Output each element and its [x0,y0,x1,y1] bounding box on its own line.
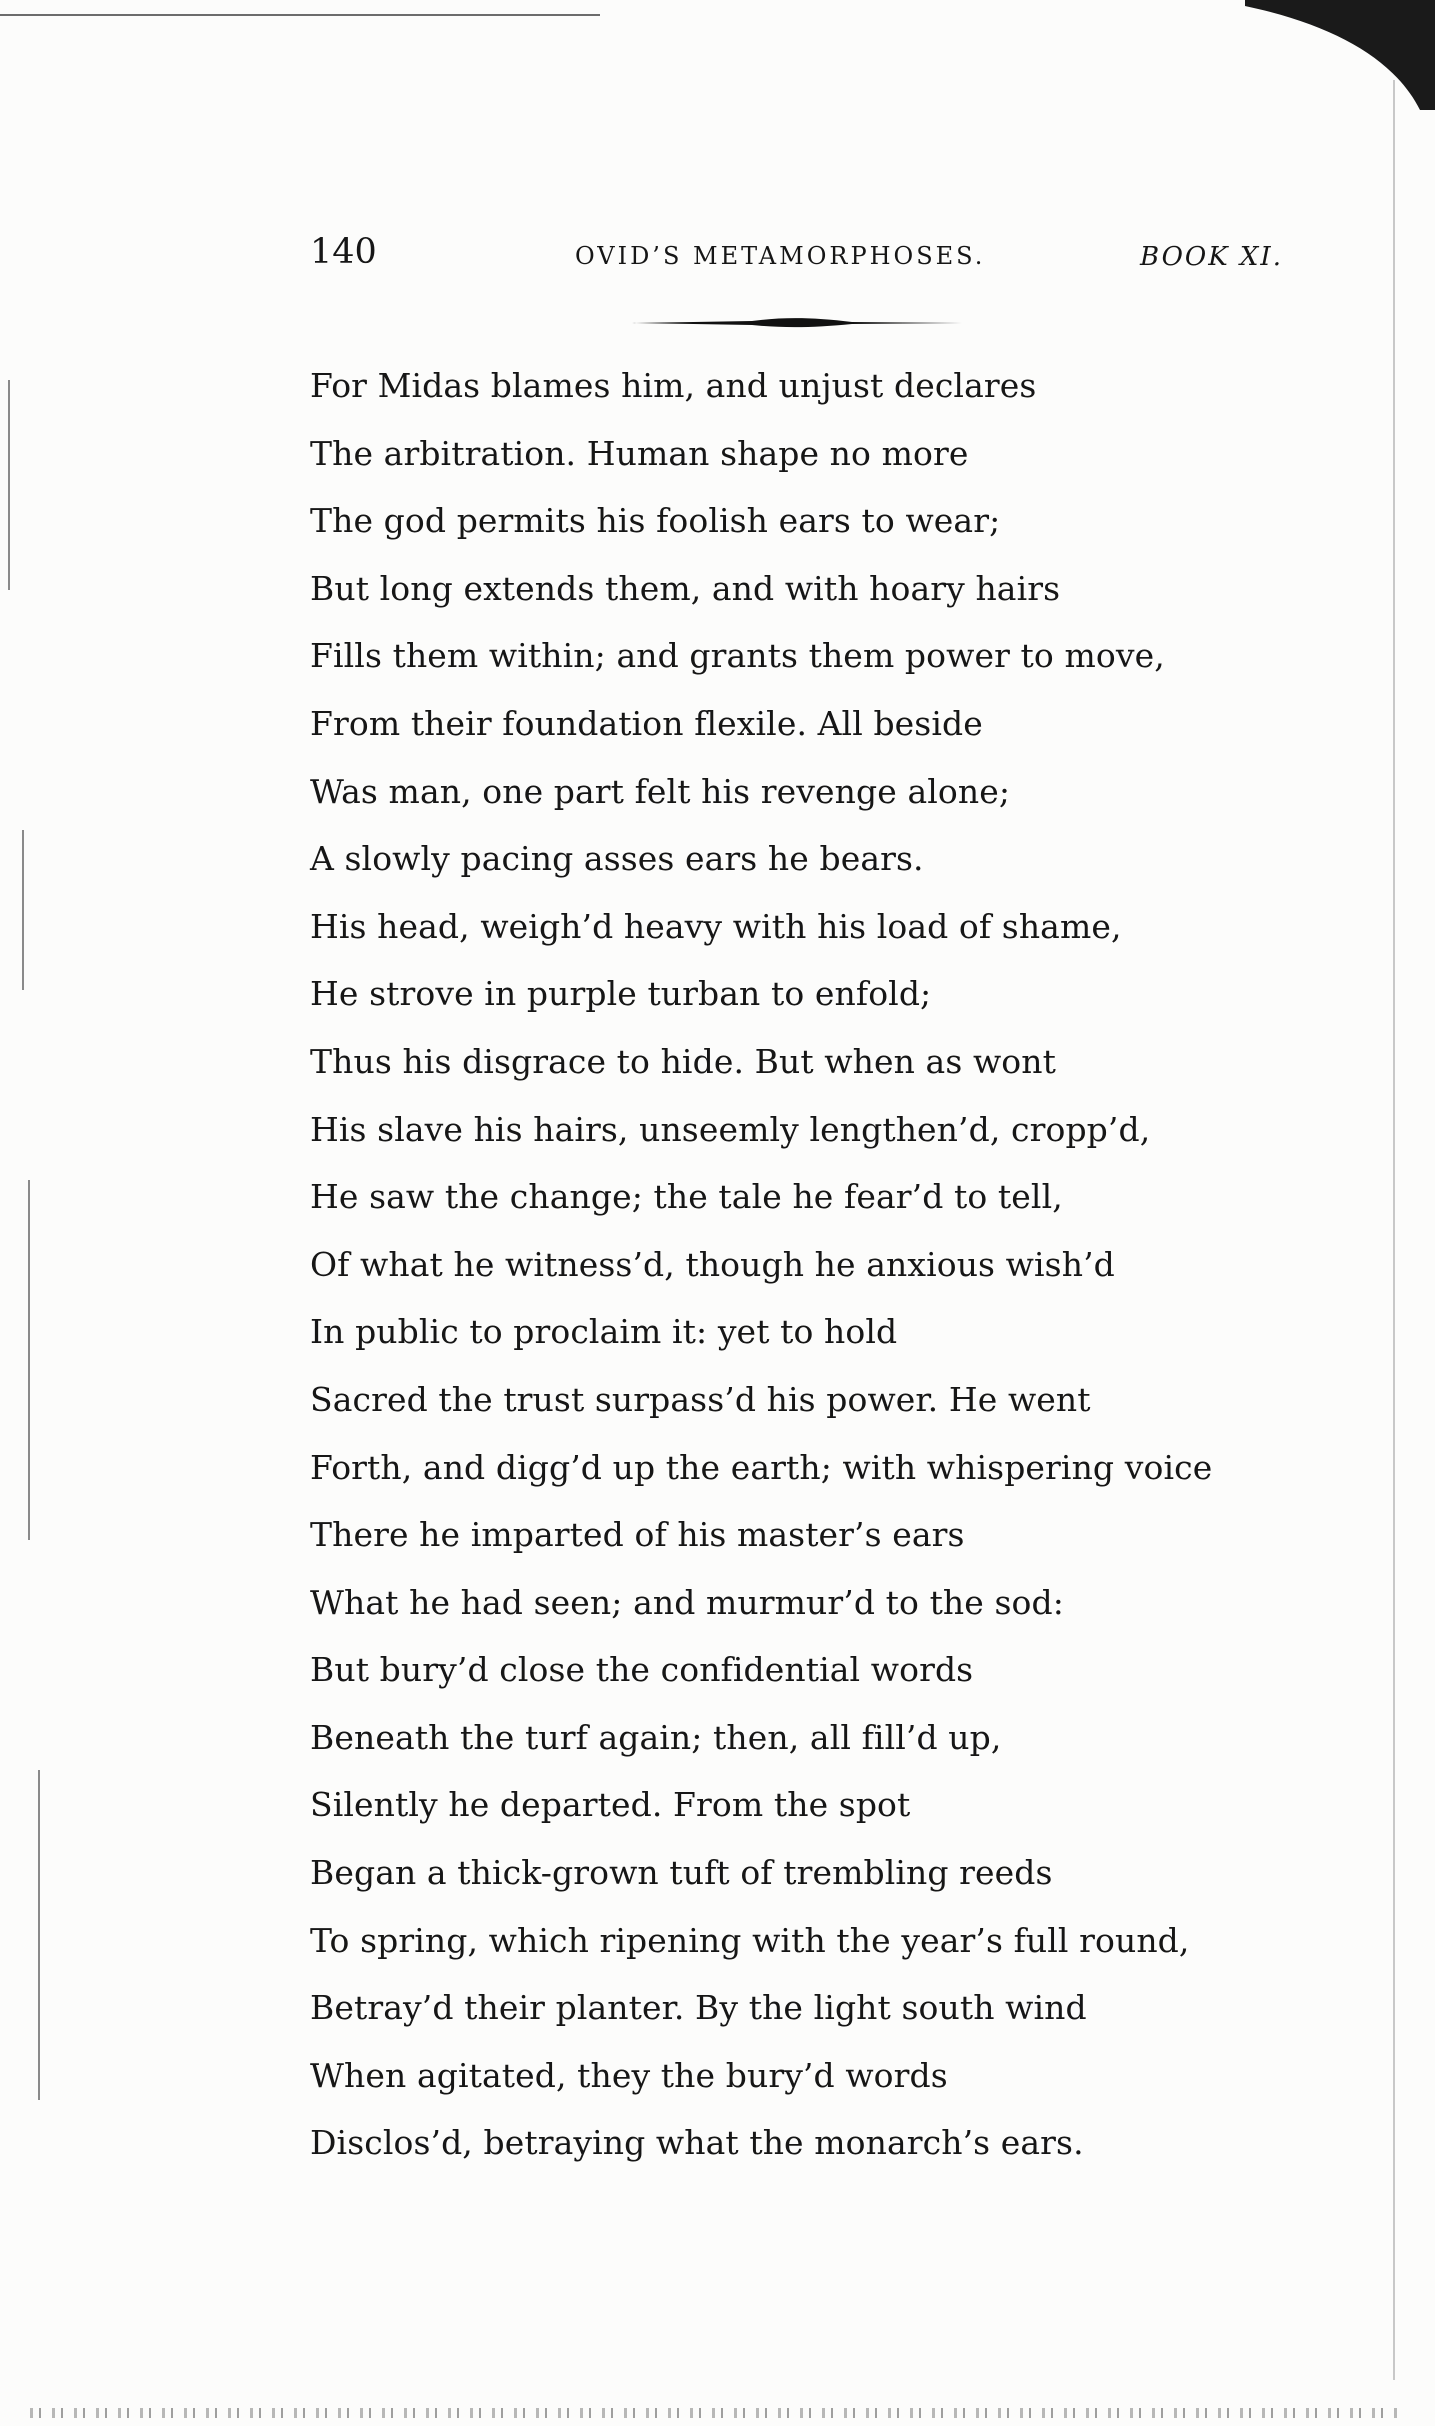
poem-line: His head, weigh’d heavy with his load of shame, [310,906,1122,946]
poem-line: He strove in purple turban to enfold; [310,974,932,1014]
binding-mark [8,380,10,590]
poem-line: Disclos’d, betraying what the monarch’s ears. [310,2123,1084,2163]
page-header [310,232,1300,282]
book-label: BOOK XI. [1140,242,1283,272]
page-number: 140 [310,232,377,272]
poem-line: Forth, and digg’d up the earth; with whispering voice [310,1447,1213,1487]
poem-line: The arbitration. Human shape no more [310,433,969,473]
binding-mark [28,1180,30,1540]
poem-line: What he had seen; and murmur’d to the sod: [310,1582,1064,1622]
scan-edge-line [0,14,600,16]
poem-line: Silently he departed. From the spot [310,1785,911,1825]
poem-line: In public to proclaim it: yet to hold [310,1312,898,1352]
poem-line: Fills them within; and grants them power to move, [310,636,1165,676]
poem-text [310,352,1320,2177]
poem-line: When agitated, they the bury’d words [310,2055,948,2095]
ornament-rule [632,316,962,330]
scan-bottom-edge [30,2408,1400,2418]
poem-line: But bury’d close the confidential words [310,1650,974,1690]
poem-line: Beneath the turf again; then, all fill’d up, [310,1717,1002,1757]
poem-line: Began a thick-grown tuft of trembling reeds [310,1853,1053,1893]
poem-line: Betray’d their planter. By the light south wind [310,1988,1087,2028]
poem-line: Of what he witness’d, though he anxious wish’d [310,1244,1115,1284]
poem-line: The god permits his foolish ears to wear; [310,501,1001,541]
poem-line: Sacred the trust surpass’d his power. He went [310,1379,1091,1419]
poem-line: To spring, which ripening with the year’s full round, [310,1920,1190,1960]
poem-line: For Midas blames him, and unjust declares [310,366,1037,405]
poem-line: He saw the change; the tale he fear’d to tell, [310,1177,1063,1217]
poem-line: Thus his disgrace to hide. But when as wont [310,1041,1056,1081]
binding-mark [22,830,24,990]
poem-line: A slowly pacing asses ears he bears. [310,839,924,879]
poem-line: Was man, one part felt his revenge alone; [310,771,1011,811]
poem-line: But long extends them, and with hoary hairs [310,568,1061,608]
running-title: OVID’S METAMORPHOSES. [575,242,986,270]
poem-line: His slave his hairs, unseemly lengthen’d, cropp’d, [310,1109,1151,1149]
page-right-edge [1393,80,1395,2380]
poem-line: From their foundation flexile. All beside [310,703,983,743]
page-corner-fold [1245,0,1435,110]
binding-mark [38,1770,40,2100]
poem-line: There he imparted of his master’s ears [310,1515,965,1555]
